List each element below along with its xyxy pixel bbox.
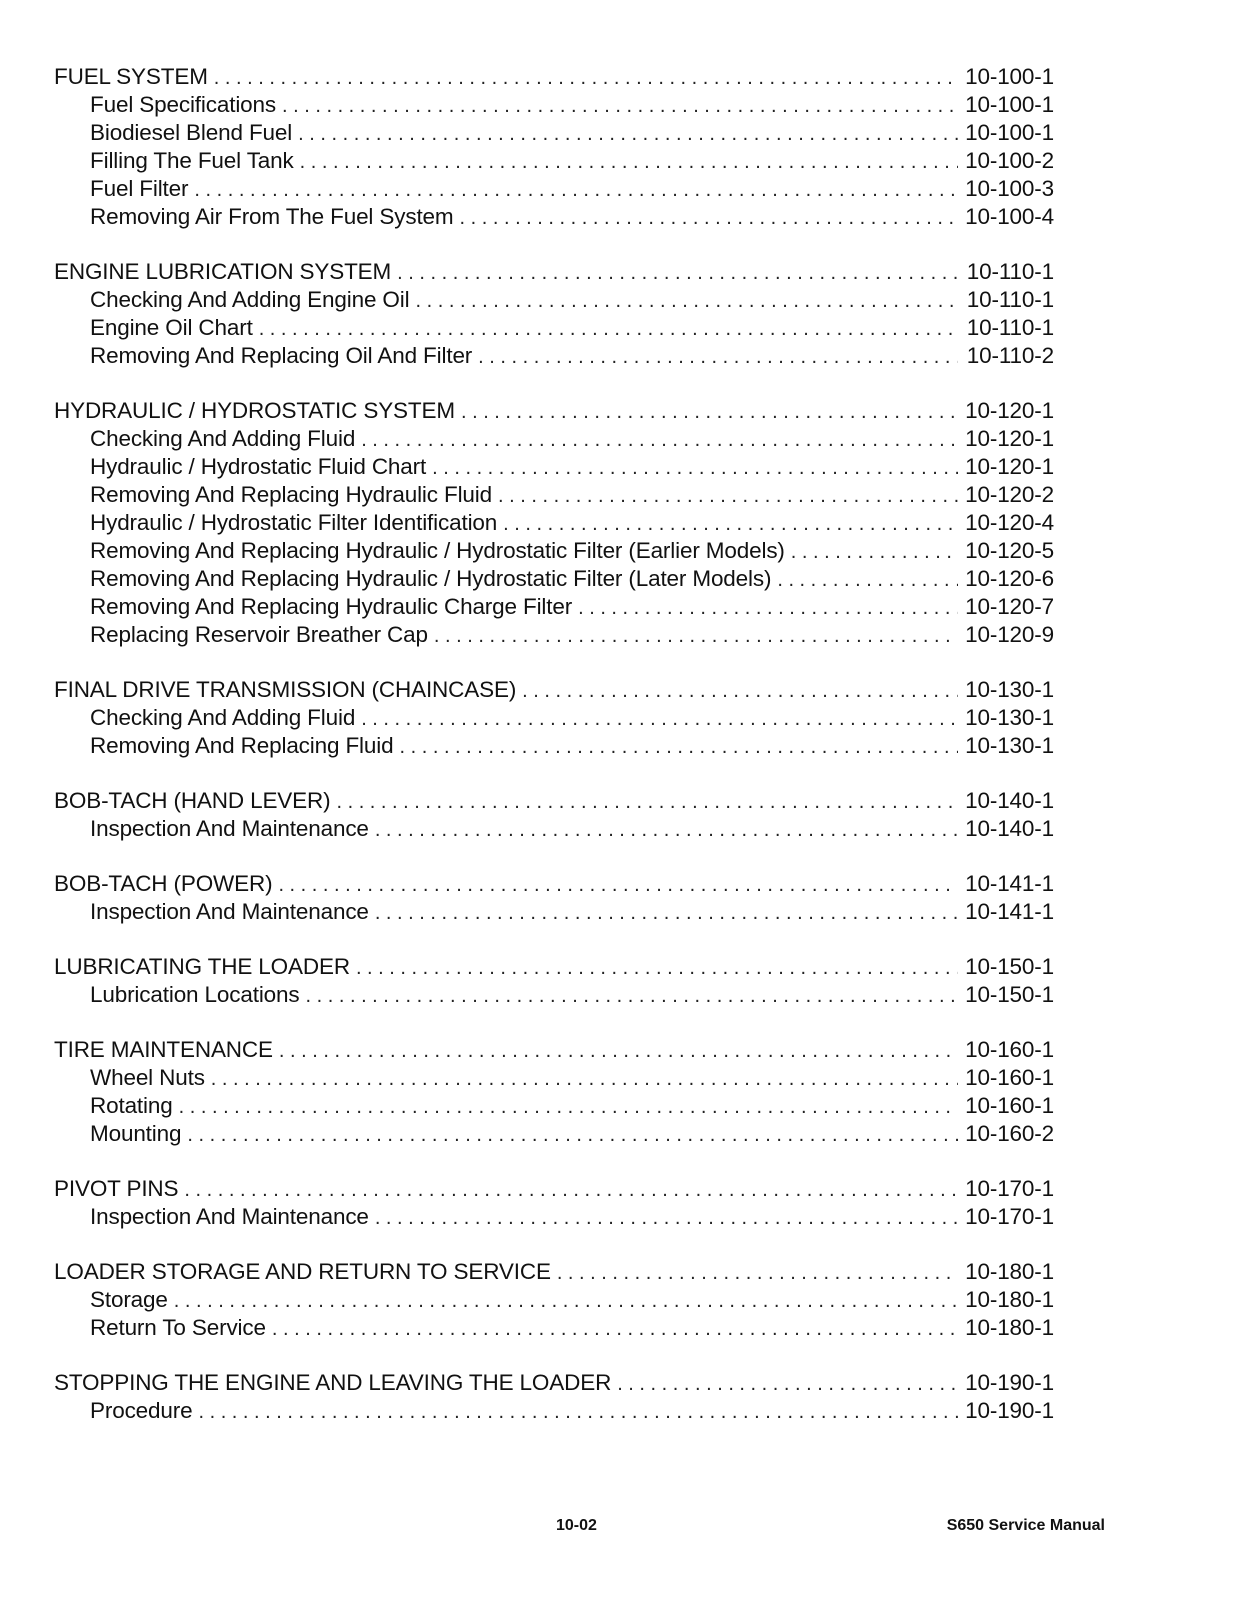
toc-page-number: 10-110-1 [966, 259, 1054, 284]
toc-page-number: 10-120-1 [965, 398, 1054, 423]
toc-subentry[interactable] [54, 898, 1054, 926]
toc-page-number: 10-150-1 [965, 982, 1054, 1007]
toc-section-title: PIVOT PINS [54, 1176, 179, 1201]
toc-section-heading[interactable] [54, 1258, 1054, 1286]
toc-subentry-title: Removing Air From The Fuel System [90, 204, 454, 229]
dot-leader [478, 343, 958, 371]
toc-page-number: 10-120-1 [965, 454, 1054, 479]
toc-subentry[interactable] [54, 147, 1054, 175]
toc-page-number: 10-100-1 [965, 120, 1054, 145]
toc-section-title: FUEL SYSTEM [54, 64, 208, 89]
toc-page-number: 10-130-1 [965, 733, 1054, 758]
toc-subentry[interactable] [54, 286, 1054, 314]
dot-leader [174, 1287, 958, 1315]
dot-leader [198, 1398, 958, 1426]
toc-section [54, 1036, 1054, 1148]
toc-subentry[interactable] [54, 119, 1054, 147]
toc-subentry[interactable] [54, 1120, 1054, 1148]
toc-subentry[interactable] [54, 509, 1054, 537]
toc-subentry-title: Rotating [90, 1093, 173, 1118]
toc-section-heading[interactable] [54, 787, 1054, 815]
toc-subentry-title: Inspection And Maintenance [90, 899, 369, 924]
toc-subentry-title: Checking And Adding Fluid [90, 426, 356, 451]
dot-leader [503, 510, 958, 538]
dot-leader [214, 64, 958, 92]
toc-page-number: 10-120-1 [965, 426, 1054, 451]
toc-page-number: 10-180-1 [965, 1315, 1054, 1340]
toc-subentry[interactable] [54, 1203, 1054, 1231]
toc-subentry-title: Checking And Adding Fluid [90, 705, 356, 730]
toc-subentry[interactable] [54, 537, 1054, 565]
toc-subentry-title: Removing And Replacing Oil And Filter [90, 343, 473, 368]
toc-subentry-title: Filling The Fuel Tank [90, 148, 294, 173]
toc-subentry-title: Lubrication Locations [90, 982, 300, 1007]
toc-subentry[interactable] [54, 91, 1054, 119]
dot-leader [300, 148, 958, 176]
toc-page-number: 10-120-5 [965, 538, 1054, 563]
dot-leader [578, 594, 958, 622]
toc-page-number: 10-100-2 [965, 148, 1054, 173]
toc-page-number: 10-160-1 [965, 1037, 1054, 1062]
toc-subentry-title: Removing And Replacing Hydraulic Fluid [90, 482, 493, 507]
toc-page-number: 10-141-1 [965, 871, 1054, 896]
toc-page-number: 10-190-1 [965, 1398, 1054, 1423]
toc-section-title: ENGINE LUBRICATION SYSTEM [54, 259, 392, 284]
toc-section-title: TIRE MAINTENANCE [54, 1037, 273, 1062]
toc-subentry[interactable] [54, 425, 1054, 453]
toc-page-number: 10-190-1 [965, 1370, 1054, 1395]
toc-section [54, 787, 1054, 843]
toc-section-title: BOB-TACH (POWER) [54, 871, 273, 896]
toc-subentry[interactable] [54, 203, 1054, 231]
toc-page-number: 10-130-1 [965, 677, 1054, 702]
dot-leader [432, 454, 958, 482]
dot-leader [179, 1093, 958, 1121]
toc-page-number: 10-100-3 [965, 176, 1054, 201]
dot-leader [498, 482, 958, 510]
dot-leader [461, 398, 958, 426]
toc-section-heading[interactable] [54, 397, 1054, 425]
toc-section-heading[interactable] [54, 870, 1054, 898]
toc-section [54, 1258, 1054, 1342]
dot-leader [791, 538, 958, 566]
toc-page-number: 10-120-6 [965, 566, 1054, 591]
toc-subentry-title: Wheel Nuts [90, 1065, 205, 1090]
toc-subentry[interactable] [54, 732, 1054, 760]
dot-leader [522, 677, 958, 705]
toc-subentry-title: Hydraulic / Hydrostatic Fluid Chart [90, 454, 427, 479]
dot-leader [298, 120, 958, 148]
toc-subentry-title: Return To Service [90, 1315, 266, 1340]
toc-subentry-title: Hydraulic / Hydrostatic Filter Identification [90, 510, 498, 535]
toc-subentry[interactable] [54, 314, 1054, 342]
toc-page-number: 10-180-1 [965, 1287, 1054, 1312]
toc-section [54, 1369, 1054, 1425]
dot-leader [336, 788, 958, 816]
toc-subentry[interactable] [54, 1397, 1054, 1425]
toc-subentry-title: Procedure [90, 1398, 193, 1423]
toc-page-number: 10-160-1 [965, 1093, 1054, 1118]
toc-section [54, 63, 1054, 231]
dot-leader [282, 92, 958, 120]
toc-page-number: 10-130-1 [965, 705, 1054, 730]
toc-page-number: 10-150-1 [965, 954, 1054, 979]
dot-leader [184, 1176, 958, 1204]
dot-leader [278, 871, 958, 899]
toc-subentry[interactable] [54, 1092, 1054, 1120]
toc-subentry[interactable] [54, 565, 1054, 593]
toc-page-number: 10-120-9 [965, 622, 1054, 647]
toc-section [54, 870, 1054, 926]
toc-section [54, 676, 1054, 760]
toc-subentry[interactable] [54, 1286, 1054, 1314]
toc-subentry[interactable] [54, 815, 1054, 843]
dot-leader [375, 816, 958, 844]
dot-leader [211, 1065, 958, 1093]
toc-page-number: 10-110-1 [966, 315, 1054, 340]
toc-section-title: HYDRAULIC / HYDROSTATIC SYSTEM [54, 398, 455, 423]
toc-subentry-title: Storage [90, 1287, 168, 1312]
dot-leader [361, 426, 958, 454]
toc-subentry-title: Biodiesel Blend Fuel [90, 120, 293, 145]
dot-leader [375, 1204, 958, 1232]
toc-subentry-title: Inspection And Maintenance [90, 1204, 369, 1229]
page-footer [0, 1517, 1236, 1541]
dot-leader [194, 176, 958, 204]
toc-page-number: 10-180-1 [965, 1259, 1054, 1284]
dot-leader [415, 287, 958, 315]
toc-section [54, 397, 1054, 649]
dot-leader [187, 1121, 958, 1149]
toc-subentry-title: Mounting [90, 1121, 182, 1146]
dot-leader [434, 622, 958, 650]
dot-leader [306, 982, 959, 1010]
toc-page-number: 10-141-1 [965, 899, 1054, 924]
toc-subentry[interactable] [54, 1064, 1054, 1092]
toc-subentry[interactable] [54, 453, 1054, 481]
toc-subentry-title: Inspection And Maintenance [90, 816, 369, 841]
dot-leader [259, 315, 958, 343]
toc-subentry[interactable] [54, 621, 1054, 649]
toc-section-heading[interactable] [54, 1369, 1054, 1397]
footer-page-number: 10-02 [556, 1517, 597, 1534]
toc-subentry[interactable] [54, 1314, 1054, 1342]
dot-leader [375, 899, 958, 927]
toc-section-heading[interactable] [54, 63, 1054, 91]
toc-section-title: FINAL DRIVE TRANSMISSION (CHAINCASE) [54, 677, 517, 702]
toc-section [54, 953, 1054, 1009]
toc-section-title: LOADER STORAGE AND RETURN TO SERVICE [54, 1259, 551, 1284]
footer-manual-name: S650 Service Manual [946, 1517, 1105, 1534]
dot-leader [460, 204, 959, 232]
toc-section-heading[interactable] [54, 1036, 1054, 1064]
dot-leader [557, 1259, 958, 1287]
toc-page-number: 10-120-4 [965, 510, 1054, 535]
toc-section [54, 1175, 1054, 1231]
toc-page-number: 10-140-1 [965, 816, 1054, 841]
dot-leader [399, 733, 958, 761]
toc-page-number: 10-120-7 [965, 594, 1054, 619]
toc-page-number: 10-170-1 [965, 1176, 1054, 1201]
toc-subentry-title: Replacing Reservoir Breather Cap [90, 622, 428, 647]
toc-page-number: 10-100-1 [965, 64, 1054, 89]
toc-section-heading[interactable] [54, 1175, 1054, 1203]
toc-subentry[interactable] [54, 704, 1054, 732]
toc-subentry[interactable] [54, 342, 1054, 370]
toc-subentry[interactable] [54, 593, 1054, 621]
toc-subentry-title: Engine Oil Chart [90, 315, 253, 340]
toc-subentry-title: Removing And Replacing Hydraulic / Hydrostatic Filter (Later Models) [90, 566, 772, 591]
toc-section [54, 258, 1054, 370]
toc-section-title: LUBRICATING THE LOADER [54, 954, 350, 979]
toc-subentry-title: Removing And Replacing Fluid [90, 733, 394, 758]
toc-page-number: 10-140-1 [965, 788, 1054, 813]
toc-subentry[interactable] [54, 981, 1054, 1009]
dot-leader [617, 1370, 958, 1398]
toc-page-number: 10-120-2 [965, 482, 1054, 507]
toc-subentry-title: Removing And Replacing Hydraulic / Hydrostatic Filter (Earlier Models) [90, 538, 785, 563]
toc-page-number: 10-100-4 [965, 204, 1054, 229]
toc-subentry-title: Fuel Specifications [90, 92, 276, 117]
dot-leader [356, 954, 958, 982]
toc-subentry[interactable] [54, 481, 1054, 509]
toc-section-title: STOPPING THE ENGINE AND LEAVING THE LOADER [54, 1370, 612, 1395]
dot-leader [279, 1037, 958, 1065]
toc-subentry[interactable] [54, 175, 1054, 203]
toc-subentry-title: Checking And Adding Engine Oil [90, 287, 410, 312]
toc-section-heading[interactable] [54, 258, 1054, 286]
toc-page-number: 10-110-1 [966, 287, 1054, 312]
dot-leader [397, 259, 958, 287]
dot-leader [361, 705, 958, 733]
toc-page-number: 10-110-2 [966, 343, 1054, 368]
table-of-contents [54, 63, 1054, 1452]
toc-page-number: 10-100-1 [965, 92, 1054, 117]
toc-section-title: BOB-TACH (HAND LEVER) [54, 788, 331, 813]
toc-page-number: 10-160-1 [965, 1065, 1054, 1090]
toc-section-heading[interactable] [54, 676, 1054, 704]
toc-page-number: 10-160-2 [965, 1121, 1054, 1146]
dot-leader [777, 566, 958, 594]
toc-section-heading[interactable] [54, 953, 1054, 981]
dot-leader [272, 1315, 958, 1343]
toc-subentry-title: Fuel Filter [90, 176, 189, 201]
toc-page-number: 10-170-1 [965, 1204, 1054, 1229]
toc-subentry-title: Removing And Replacing Hydraulic Charge Filter [90, 594, 573, 619]
